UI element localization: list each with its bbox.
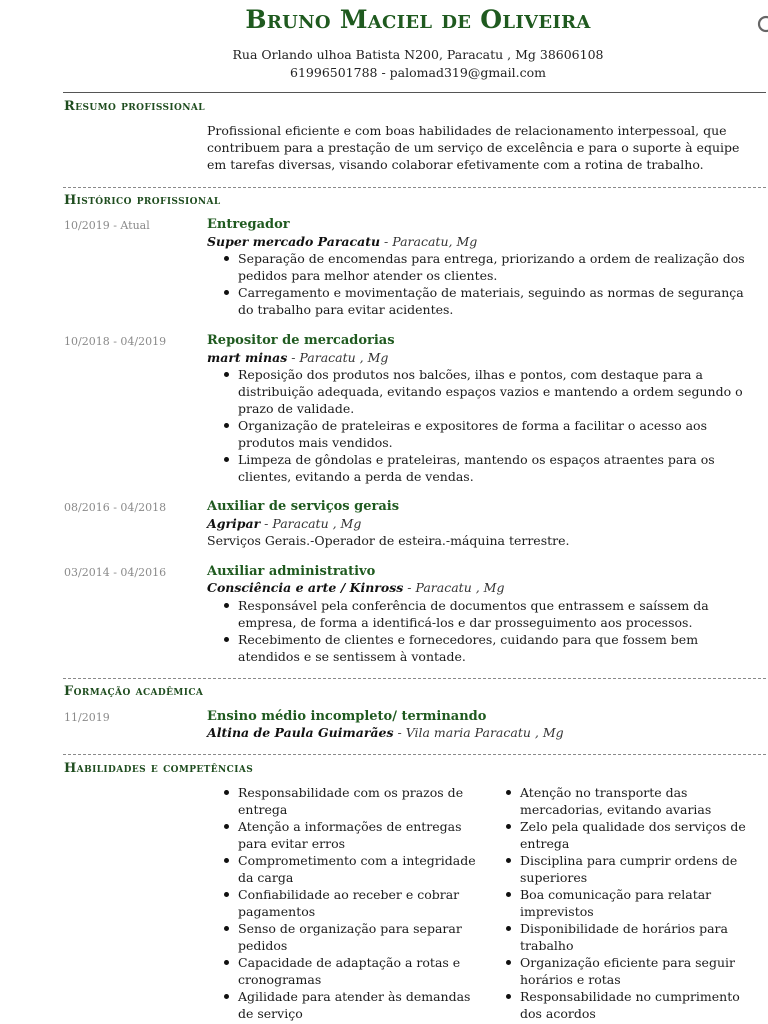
section-title-experience: Histórico profissional [64,193,221,208]
section-title-education: Formação acadêmica [64,684,204,699]
company-separator: - [403,580,416,595]
list-item: Separação de encomendas para entrega, priorizando a ordem de realização dos pedidos para melhor atender os clientes. [216,250,762,284]
job-duties [216,250,762,318]
job-duties [216,366,762,485]
list-item: Atenção no transporte das mercadorias, evitando avarias [498,784,762,818]
job-company-line [207,234,477,249]
list-item: Boa comunicação para relatar imprevistos [498,886,762,920]
list-item: Atenção a informações de entregas para evitar erros [216,818,488,852]
job-location: Paracatu, Mg [392,234,478,249]
job-dates: 10/2019 - Atual [64,219,150,232]
education-school-line [207,725,564,740]
list-item: Zelo pela qualidade dos serviços de entrega [498,818,762,852]
job-location: Paracatu , Mg [415,580,505,595]
contact-separator: - [377,65,390,80]
partial-circle-icon [756,14,768,34]
list-item: Responsabilidade no cumprimento dos acordos [498,988,762,1022]
job-company-line [207,516,361,531]
job-title: Entregador [207,217,290,232]
header-divider [63,92,766,93]
list-item: Agilidade para atender às demandas de serviço [216,988,488,1022]
job-company-line [207,580,504,595]
job-title: Auxiliar administrativo [207,564,376,579]
contact-phone: 61996501788 [290,65,378,80]
job-company: Agripar [207,516,261,531]
job-title: Repositor de mercadorias [207,333,395,348]
list-item: Confiabilidade ao receber e cobrar pagamentos [216,886,488,920]
list-item: Organização eficiente para seguir horários e rotas [498,954,762,988]
list-item: Reposição dos produtos nos balcões, ilhas e pontos, com destaque para a distribuição adequada, evitando espaços vazios e mantendo a ordem segundo o prazo de validade. [216,366,762,417]
summary-text: Profissional eficiente e com boas habilidades de relacionamento interpessoal, que contribuem para a prestação de um serviço de excelência e para o suporte à equipe em tarefas diversas, visando colaborar efetivamente com a rotina de trabalho. [207,123,740,172]
company-separator: - [287,350,300,365]
contact-address: Rua Orlando ulhoa Batista N200, Paracatu , Mg 38606108 [232,47,604,62]
list-item: Responsável pela conferência de documentos que entrassem e saíssem da empresa, de forma a identificá-los e dar prosseguimento aos processos. [216,597,762,631]
company-separator: - [380,234,393,249]
job-location: Paracatu , Mg [299,350,389,365]
job-company: Consciência e arte / Kinross [207,580,404,595]
section-title-summary: Resumo profissional [64,99,206,114]
section-divider [63,754,766,755]
education-location: Vila maria Paracatu , Mg [405,725,564,740]
job-company: mart minas [207,350,288,365]
company-separator: - [260,516,273,531]
list-item: Recebimento de clientes e fornecedores, cuidando para que fossem bem atendidos e se sentissem à vontade. [216,631,762,665]
job-dates: 08/2016 - 04/2018 [64,501,167,514]
section-title-skills: Habilidades e competências [64,761,254,776]
list-item: Carregamento e movimentação de materiais, seguindo as normas de segurança do trabalho para evitar acidentes. [216,284,762,318]
skills-list-right [498,784,762,1022]
candidate-name: Bruno Maciel de Oliveira [245,5,591,34]
job-title: Auxiliar de serviços gerais [207,499,400,514]
section-divider [63,187,766,188]
skills-list-left [216,784,488,1022]
list-item: Limpeza de gôndolas e prateleiras, mantendo os espaços atraentes para os clientes, evitando a perda de vendas. [216,451,762,485]
company-separator: - [393,725,406,740]
job-location: Paracatu , Mg [272,516,362,531]
job-description: Serviços Gerais.-Operador de esteira.-máquina terrestre. [207,533,570,548]
job-company-line [207,350,388,365]
education-degree: Ensino médio incompleto/ terminando [207,709,487,724]
list-item: Capacidade de adaptação a rotas e cronogramas [216,954,488,988]
contact-email[interactable]: palomad319@gmail.com [389,65,546,80]
list-item: Disciplina para cumprir ordens de superiores [498,852,762,886]
section-divider [63,678,766,679]
education-date: 11/2019 [64,711,110,724]
list-item: Comprometimento com a integridade da carga [216,852,488,886]
education-school: Altina de Paula Guimarães [207,725,394,740]
job-dates: 10/2018 - 04/2019 [64,335,167,348]
list-item: Responsabilidade com os prazos de entrega [216,784,488,818]
list-item: Disponibilidade de horários para trabalho [498,920,762,954]
contact-line [0,65,768,80]
list-item: Senso de organização para separar pedidos [216,920,488,954]
job-dates: 03/2014 - 04/2016 [64,566,167,579]
list-item: Organização de prateleiras e expositores de forma a facilitar o acesso aos produtos mais vendidos. [216,417,762,451]
job-duties [216,597,762,665]
job-company: Super mercado Paracatu [207,234,381,249]
